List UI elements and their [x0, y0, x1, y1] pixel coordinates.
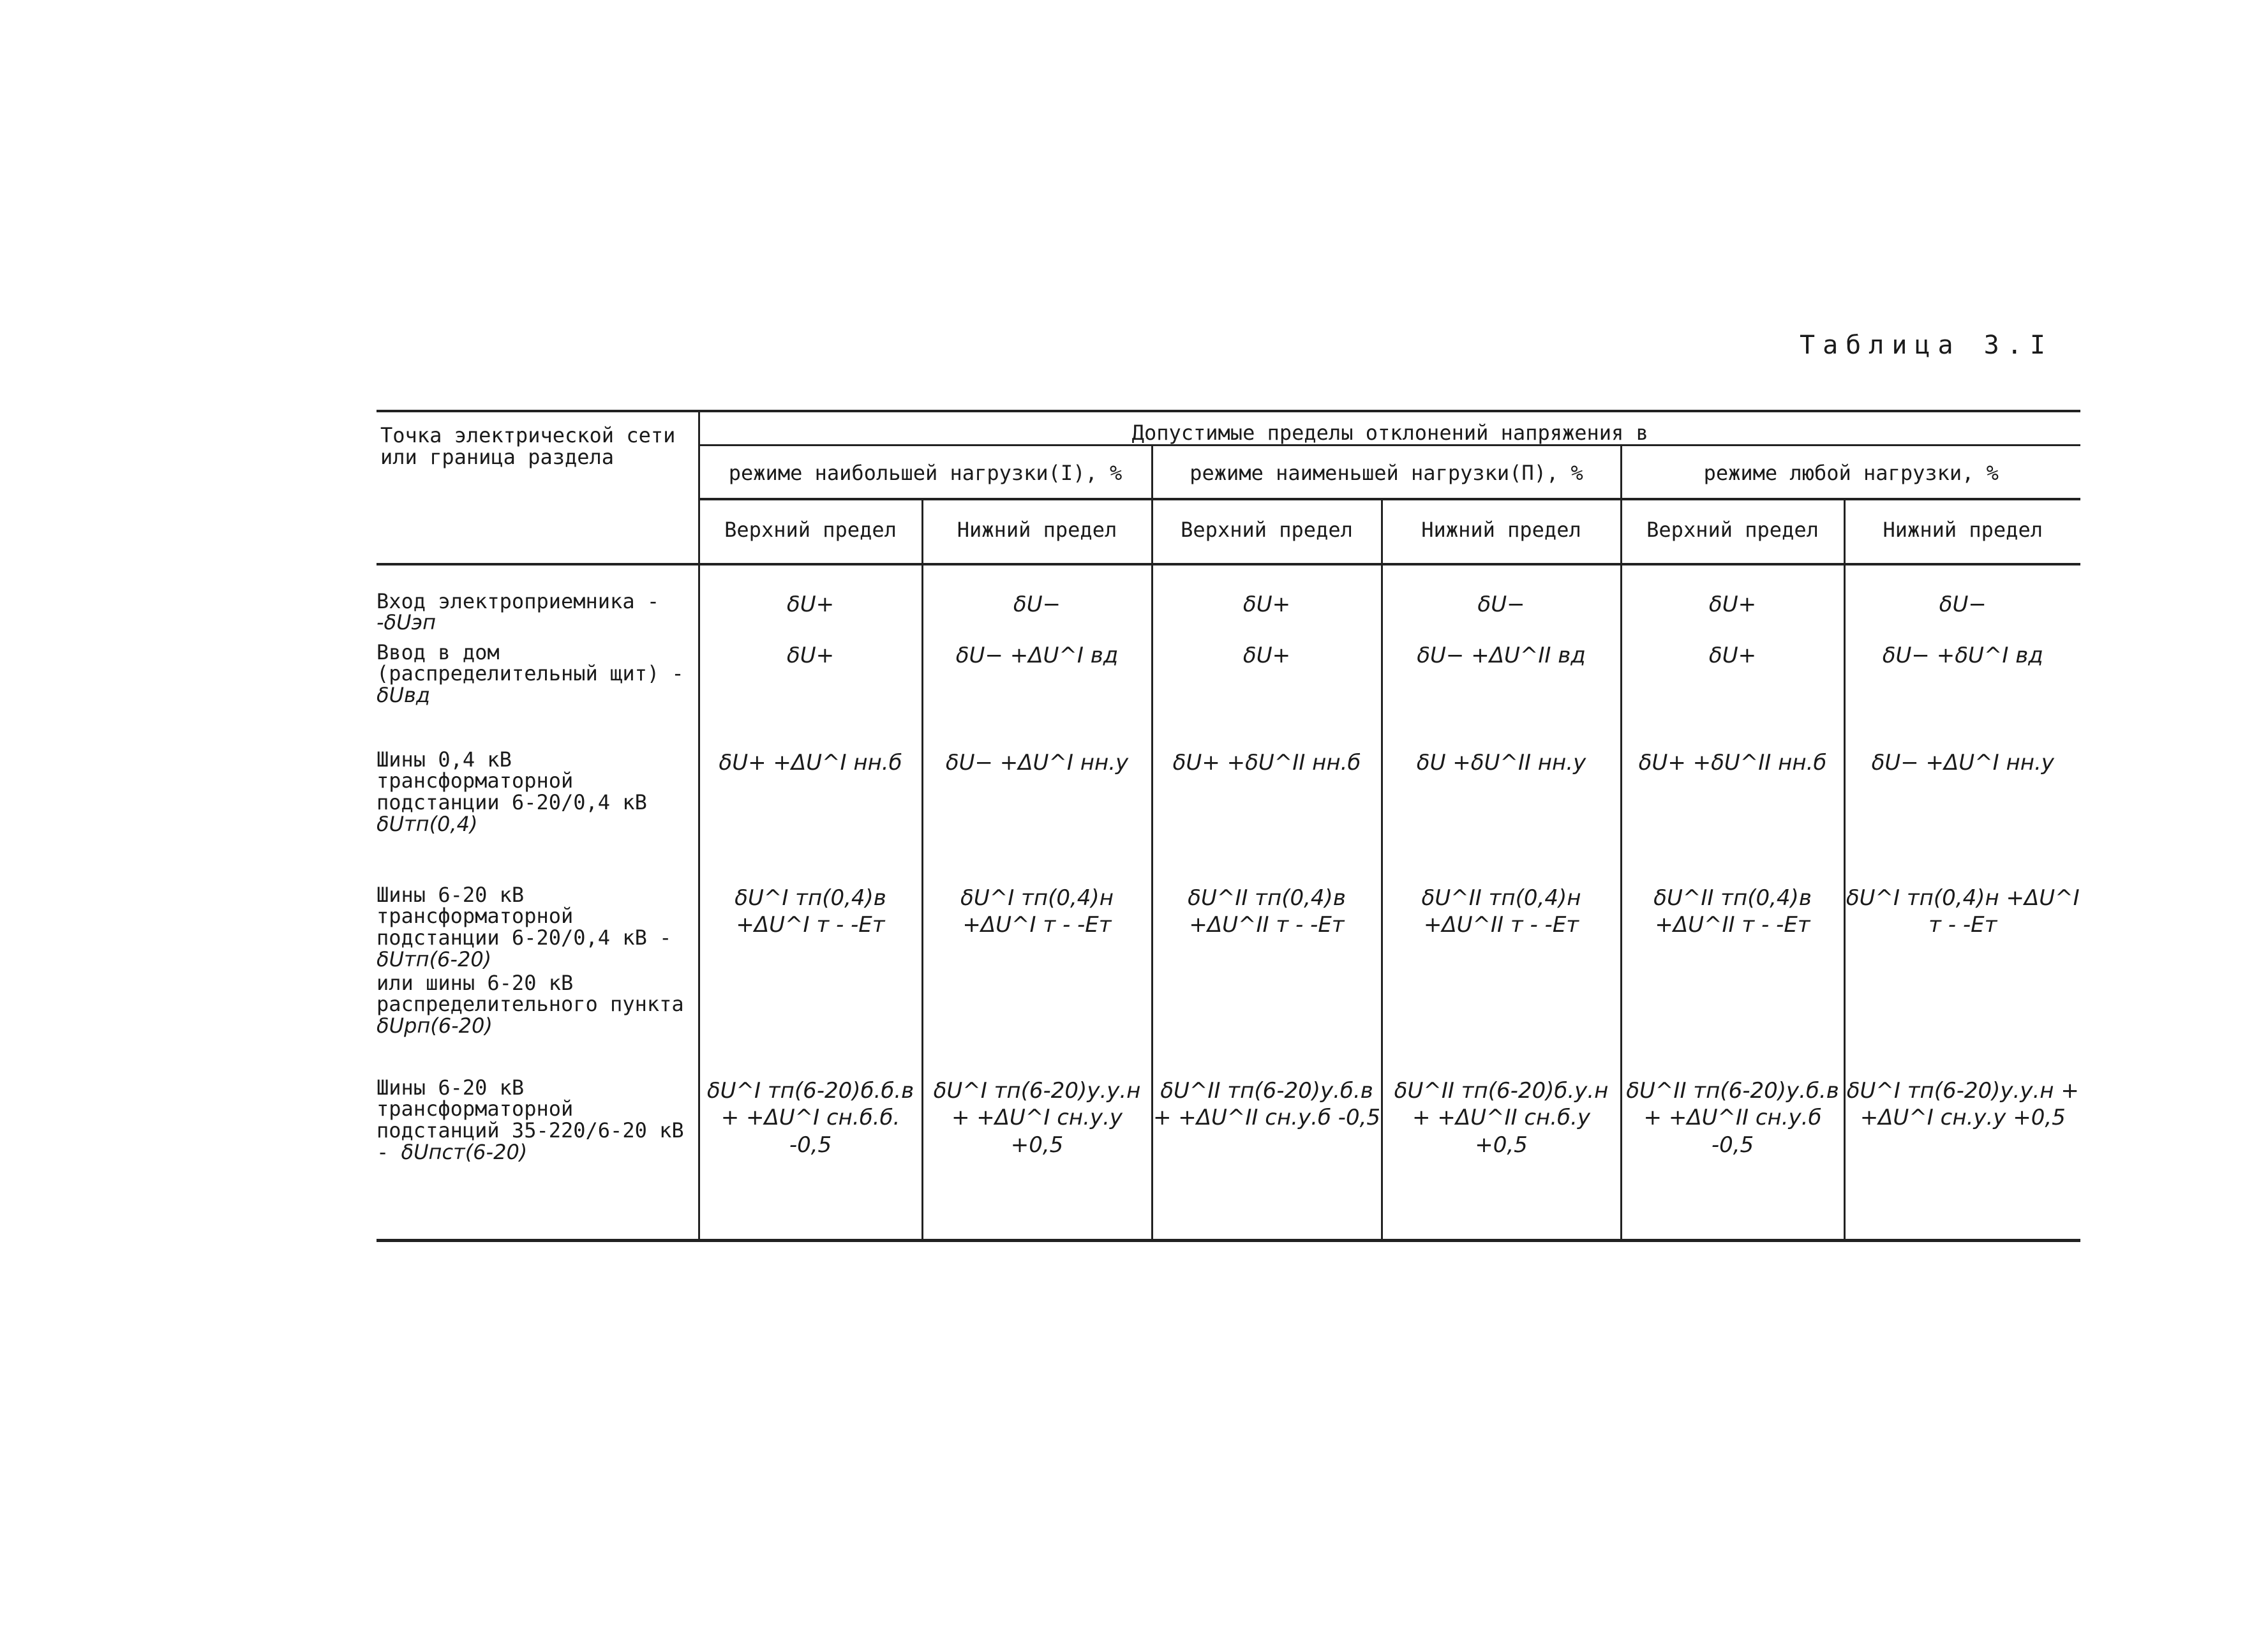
- row-label-text: Шины 6-20 кВ трансформаторной подстанции 6-20/0,4 кВ -: [377, 882, 672, 950]
- formula-cell: δU+: [1152, 564, 1382, 634]
- formula-cell: δU^I тп(0,4)н +ΔU^I т - -Eт: [1844, 877, 2080, 973]
- formula-cell: δU^II тп(6-20)у.б.в + +ΔU^II сн.у.б -0,5: [1152, 1075, 1382, 1241]
- row-label: [377, 564, 699, 634]
- header-mode-any: режиме любой нагрузки, %: [1621, 445, 2080, 499]
- formula-cell: δU +δU^II нн.у: [1382, 737, 1621, 877]
- row-label-text: Ввод в дом (распределительный щит) -: [377, 640, 684, 686]
- formula-cell: δU^I тп(6-20)у.у.н + +ΔU^I сн.у.у +0,5: [922, 1075, 1152, 1241]
- formula-cell: δU^I тп(0,4)н +ΔU^I т - -Eт: [922, 877, 1152, 973]
- table-caption: Таблица 3.I: [1800, 331, 2053, 360]
- row-label-text: Шины 6-20 кВ трансформаторной подстанций 35-220/6-20 кВ -: [377, 1075, 684, 1164]
- formula-cell: δU+ +δU^II нн.б: [1621, 737, 1844, 877]
- header-upper: Верхний предел: [699, 499, 922, 564]
- row-label-symbol: δUтп(6-20): [377, 947, 492, 971]
- row-label-text: Шины 0,4 кВ трансформаторной подстанции 6-20/0,4 кВ: [377, 747, 647, 814]
- header-point: Точка электрической сети или граница раздела: [377, 411, 699, 564]
- formula-cell: δU−: [1382, 564, 1621, 634]
- formula-cell: δU+ +δU^II нн.б: [1152, 737, 1382, 877]
- row-label: [377, 970, 699, 1075]
- formula-cell: δU− +ΔU^II вд: [1382, 634, 1621, 737]
- formula-cell: δU^I тп(0,4)в +ΔU^I т - -Eт: [699, 877, 922, 973]
- formula-cell: δU^II тп(6-20)б.у.н + +ΔU^II сн.б.у +0,5: [1382, 1075, 1621, 1241]
- formula-cell: δU^II тп(6-20)у.б.в + +ΔU^II сн.у.б -0,5: [1621, 1075, 1844, 1241]
- formula-cell: δU+: [699, 564, 922, 634]
- row-label: [377, 737, 699, 877]
- header-upper: Верхний предел: [1152, 499, 1382, 564]
- header-span: Допустимые пределы отклонений напряжения в: [699, 411, 2080, 445]
- formula-cell: δU^II тп(0,4)в +ΔU^II т - -Eт: [1621, 877, 1844, 973]
- formula-cell: δU+: [699, 634, 922, 737]
- formula-cell: δU−: [1844, 564, 2080, 634]
- formula-cell: δU− +δU^I вд: [1844, 634, 2080, 737]
- row-label: [377, 634, 699, 737]
- table-row: [377, 877, 2080, 973]
- row-label-text: Вход электроприемника -: [377, 588, 660, 613]
- voltage-deviation-table: [377, 410, 2080, 1242]
- formula-cell: δU−: [922, 564, 1152, 634]
- header-lower: Нижний предел: [1382, 499, 1621, 564]
- row-label: [377, 1075, 699, 1241]
- header-upper: Верхний предел: [1621, 499, 1844, 564]
- formula-cell: δU− +ΔU^I вд: [922, 634, 1152, 737]
- empty-cell: [699, 973, 922, 1075]
- empty-cell: [1844, 973, 2080, 1075]
- table-row: [377, 634, 2080, 737]
- empty-cell: [1382, 973, 1621, 1075]
- header-mode-min: режиме наименьшей нагрузки(П), %: [1152, 445, 1621, 499]
- formula-cell: δU^I тп(6-20)б.б.в + +ΔU^I сн.б.б. -0,5: [699, 1075, 922, 1241]
- table-row: [377, 737, 2080, 877]
- formula-cell: δU^I тп(6-20)у.у.н + +ΔU^I сн.у.у +0,5: [1844, 1075, 2080, 1241]
- header-lower: Нижний предел: [922, 499, 1152, 564]
- row-label-symbol: δUпст(6-20): [401, 1139, 528, 1164]
- formula-cell: δU^II тп(0,4)н +ΔU^II т - -Eт: [1382, 877, 1621, 973]
- formula-cell: δU+: [1621, 634, 1844, 737]
- empty-cell: [922, 973, 1152, 1075]
- formula-cell: δU+: [1621, 564, 1844, 634]
- row-label-symbol: δUтп(0,4): [377, 811, 478, 836]
- table-row: [377, 564, 2080, 634]
- formula-cell: δU+: [1152, 634, 1382, 737]
- empty-cell: [1621, 973, 1844, 1075]
- table-row: [377, 973, 2080, 1075]
- header-mode-max: режиме наибольшей нагрузки(I), %: [699, 445, 1152, 499]
- empty-cell: [1152, 973, 1382, 1075]
- formula-cell: δU+ +ΔU^I нн.б: [699, 737, 922, 877]
- row-label-symbol: δUвд: [377, 682, 430, 707]
- formula-cell: δU^II тп(0,4)в +ΔU^II т - -Eт: [1152, 877, 1382, 973]
- formula-cell: δU− +ΔU^I нн.у: [1844, 737, 2080, 877]
- row-label-symbol: δUрп(6-20): [377, 1013, 493, 1038]
- row-label: [377, 877, 699, 973]
- row-label-text: или шины 6-20 кВ распределительного пункта: [377, 970, 684, 1017]
- formula-cell: δU− +ΔU^I нн.у: [922, 737, 1152, 877]
- header-lower: Нижний предел: [1844, 499, 2080, 564]
- table-row: [377, 1075, 2080, 1241]
- row-label-symbol: -δUэп: [377, 610, 436, 635]
